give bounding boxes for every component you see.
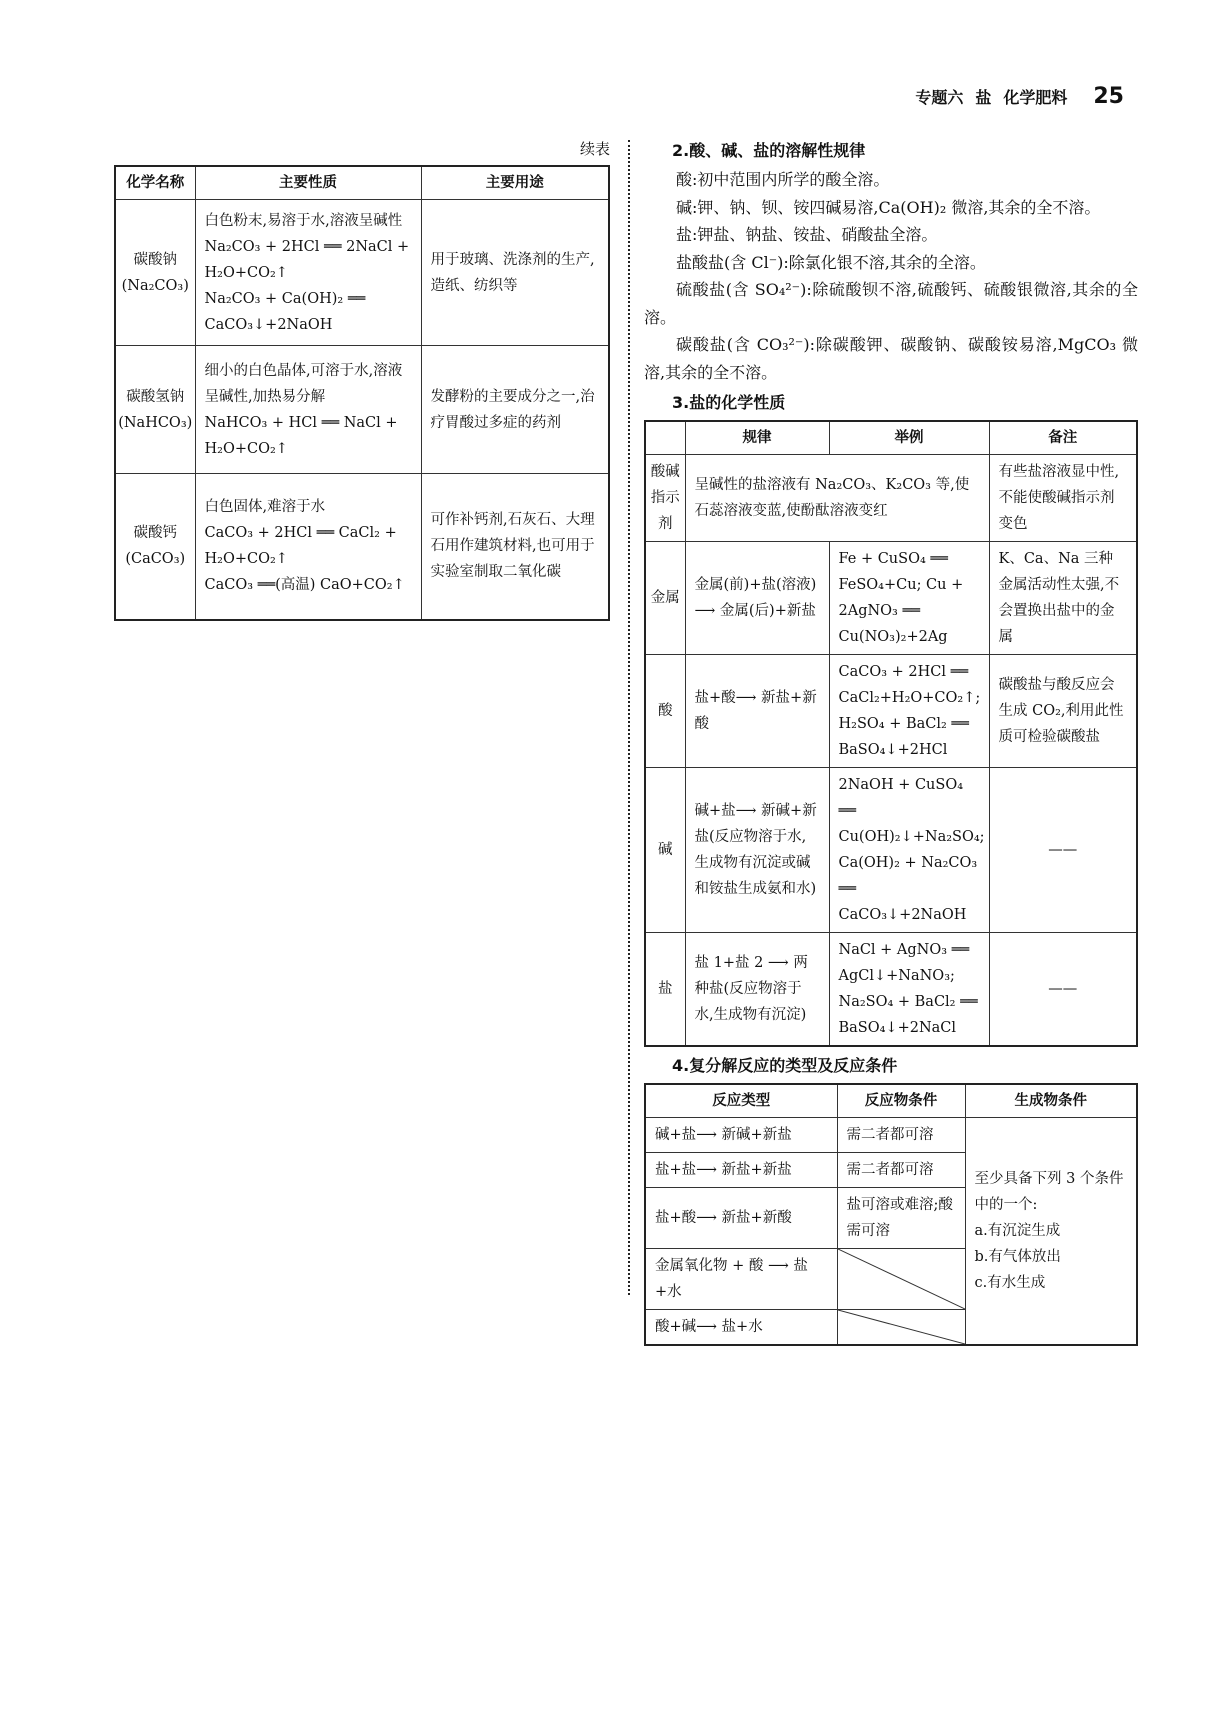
header-cell: 主要性质 <box>195 166 421 200</box>
table-row <box>645 455 1137 542</box>
rule-cell: 碱+盐⟶ 新碱+新盐(反应物溶于水,生成物有沉淀或碱和铵盐生成氨和水) <box>685 768 829 933</box>
note-cell: 有些盐溶液显中性,不能使酸碱指示剂变色 <box>989 455 1137 542</box>
reaction-type-cell: 酸碱指示剂 <box>645 455 685 542</box>
diagonal-line <box>838 1310 965 1344</box>
compound-name: 碳酸氢钠 <box>126 388 185 405</box>
compound-formula: (Na₂CO₃) <box>121 277 189 294</box>
compound-formula: (NaHCO₃) <box>118 414 193 431</box>
header-cell: 反应类型 <box>645 1084 837 1118</box>
left-column <box>114 138 610 621</box>
property-line: 细小的白色晶体,可溶于水,溶液呈碱性,加热易分解 <box>204 362 403 405</box>
reaction-type-cell: 盐 <box>645 933 685 1047</box>
header-cell <box>645 421 685 455</box>
product-condition-line: a.有沉淀生成 <box>974 1223 1061 1239</box>
table-header-row <box>115 166 609 200</box>
right-column <box>644 138 1138 1346</box>
property-line: 白色固体,难溶于水 <box>204 499 326 516</box>
equation-line: CaCO₃ + 2HCl ══ CaCl₂ + H₂O+CO₂↑ <box>204 525 397 568</box>
section-2-title: 2.酸、碱、盐的溶解性规律 <box>672 141 866 160</box>
table-row <box>645 933 1137 1047</box>
solubility-line: 酸:初中范围内所学的酸全溶。 <box>676 170 890 189</box>
salt-chemical-properties-table <box>644 420 1138 1047</box>
solubility-line: 碱:钾、钠、钡、铵四碱易溶,Ca(OH)₂ 微溶,其余的全不溶。 <box>676 197 1101 217</box>
solubility-line: 碳酸盐(含 CO₃²⁻):除碳酸钾、碳酸钠、碳酸铵易溶,MgCO₃ 微溶,其余的全不溶。 <box>644 335 1138 382</box>
reaction-type-cell: 碱+盐⟶ 新碱+新盐 <box>645 1118 837 1153</box>
product-condition-line: c.有水生成 <box>974 1275 1046 1291</box>
product-condition-cell <box>965 1118 1137 1346</box>
reactant-condition-cell: 需二者都可溶 <box>837 1118 965 1153</box>
equation-line: NaHCO₃ + HCl ══ NaCl + H₂O+CO₂↑ <box>204 414 398 457</box>
rule-cell: 金属(前)+盐(溶液) ⟶ 金属(后)+新盐 <box>685 542 829 655</box>
example-cell: 2NaOH + CuSO₄ ══ Cu(OH)₂↓+Na₂SO₄; Ca(OH)₂ + Na₂CO₃ ══ CaCO₃↓+2NaOH <box>829 768 989 933</box>
page-number: 25 <box>1093 84 1124 109</box>
header-cell: 反应物条件 <box>837 1084 965 1118</box>
header-cell: 化学名称 <box>115 166 195 200</box>
compound-name-cell <box>115 346 195 474</box>
header-cell: 主要用途 <box>421 166 609 200</box>
section-4-title: 4.复分解反应的类型及反应条件 <box>672 1056 898 1075</box>
reaction-type-cell: 酸 <box>645 655 685 768</box>
page-header <box>915 84 1124 109</box>
empty-slashed-cell <box>837 1310 965 1346</box>
use-cell: 发酵粉的主要成分之一,治疗胃酸过多症的药剂 <box>421 346 609 474</box>
rule-cell: 盐 1+盐 2 ⟶ 两种盐(反应物溶于水,生成物有沉淀) <box>685 933 829 1047</box>
compound-name-cell <box>115 200 195 346</box>
table-header-row <box>645 1084 1137 1118</box>
example-cell: Fe + CuSO₄ ══ FeSO₄+Cu; Cu + 2AgNO₃ ══ Cu(NO₃)₂+2Ag <box>829 542 989 655</box>
compound-name-cell <box>115 474 195 620</box>
diagonal-line <box>838 1249 965 1309</box>
equation-line: CaCO₃ ══(高温) CaO+CO₂↑ <box>204 577 405 594</box>
rule-cell: 呈碱性的盐溶液有 Na₂CO₃、K₂CO₃ 等,使石蕊溶液变蓝,使酚酞溶液变红 <box>685 455 989 542</box>
example-cell: CaCO₃ + 2HCl ══ CaCl₂+H₂O+CO₂↑; H₂SO₄ + BaCl₂ ══ BaSO₄↓+2HCl <box>829 655 989 768</box>
empty-slashed-cell <box>837 1249 965 1310</box>
compound-name: 碳酸钙 <box>133 525 177 542</box>
equation-line: Na₂CO₃ + 2HCl ══ 2NaCl + H₂O+CO₂↑ <box>204 238 410 281</box>
reactant-condition-cell: 需二者都可溶 <box>837 1153 965 1188</box>
reaction-type-cell: 盐+盐⟶ 新盐+新盐 <box>645 1153 837 1188</box>
note-cell: K、Ca、Na 三种金属活动性太强,不会置换出盐中的金属 <box>989 542 1137 655</box>
subtopic-label: 化学肥料 <box>1003 88 1068 107</box>
column-divider <box>628 140 630 1295</box>
salt-properties-table <box>114 165 610 621</box>
rule-cell: 盐+酸⟶ 新盐+新酸 <box>685 655 829 768</box>
use-cell: 可作补钙剂,石灰石、大理石用作建筑材料,也可用于实验室制取二氧化碳 <box>421 474 609 620</box>
reactant-condition-cell: 盐可溶或难溶;酸需可溶 <box>837 1188 965 1249</box>
table-row <box>115 346 609 474</box>
note-cell: 碳酸盐与酸反应会生成 CO₂,利用此性质可检验碳酸盐 <box>989 655 1137 768</box>
solubility-line: 盐:钾盐、钠盐、铵盐、硝酸盐全溶。 <box>676 225 938 244</box>
properties-cell <box>195 346 421 474</box>
note-cell: —— <box>989 933 1137 1047</box>
solubility-line: 硫酸盐(含 SO₄²⁻):除硫酸钡不溶,硫酸钙、硫酸银微溶,其余的全溶。 <box>644 280 1138 327</box>
reaction-type-cell: 金属氧化物 + 酸 ⟶ 盐+水 <box>645 1249 837 1310</box>
chapter-label: 专题六 <box>915 88 964 107</box>
reaction-type-cell: 金属 <box>645 542 685 655</box>
use-cell: 用于玻璃、洗涤剂的生产,造纸、纺织等 <box>421 200 609 346</box>
topic-label: 盐 <box>975 88 992 107</box>
header-cell: 规律 <box>685 421 829 455</box>
equation-line: Na₂CO₃ + Ca(OH)₂ ══ CaCO₃↓+2NaOH <box>204 290 366 333</box>
table-row <box>645 542 1137 655</box>
property-line: 白色粉末,易溶于水,溶液呈碱性 <box>204 212 403 229</box>
properties-cell <box>195 200 421 346</box>
header-cell: 举例 <box>829 421 989 455</box>
table-row <box>645 768 1137 933</box>
note-cell: —— <box>989 768 1137 933</box>
properties-cell <box>195 474 421 620</box>
header-cell: 生成物条件 <box>965 1084 1137 1118</box>
table-row <box>115 474 609 620</box>
reaction-type-cell: 碱 <box>645 768 685 933</box>
reaction-type-cell: 盐+酸⟶ 新盐+新酸 <box>645 1188 837 1249</box>
solubility-line: 盐酸盐(含 Cl⁻):除氯化银不溶,其余的全溶。 <box>676 252 986 272</box>
compound-formula: (CaCO₃) <box>125 551 186 568</box>
table-row <box>645 1118 1137 1153</box>
table-header-row <box>645 421 1137 455</box>
header-cell: 备注 <box>989 421 1137 455</box>
table-row <box>645 655 1137 768</box>
reaction-type-cell: 酸+碱⟶ 盐+水 <box>645 1310 837 1346</box>
product-condition-line: b.有气体放出 <box>974 1249 1061 1265</box>
table-row <box>115 200 609 346</box>
example-cell: NaCl + AgNO₃ ══ AgCl↓+NaNO₃; Na₂SO₄ + BaCl₂ ══ BaSO₄↓+2NaCl <box>829 933 989 1047</box>
double-decomposition-table <box>644 1083 1138 1346</box>
product-condition-line: 至少具备下列 3 个条件中的一个: <box>974 1171 1124 1213</box>
section-3-title: 3.盐的化学性质 <box>672 393 786 412</box>
table-continued-caption: 续表 <box>579 140 610 158</box>
compound-name: 碳酸钠 <box>133 251 177 268</box>
